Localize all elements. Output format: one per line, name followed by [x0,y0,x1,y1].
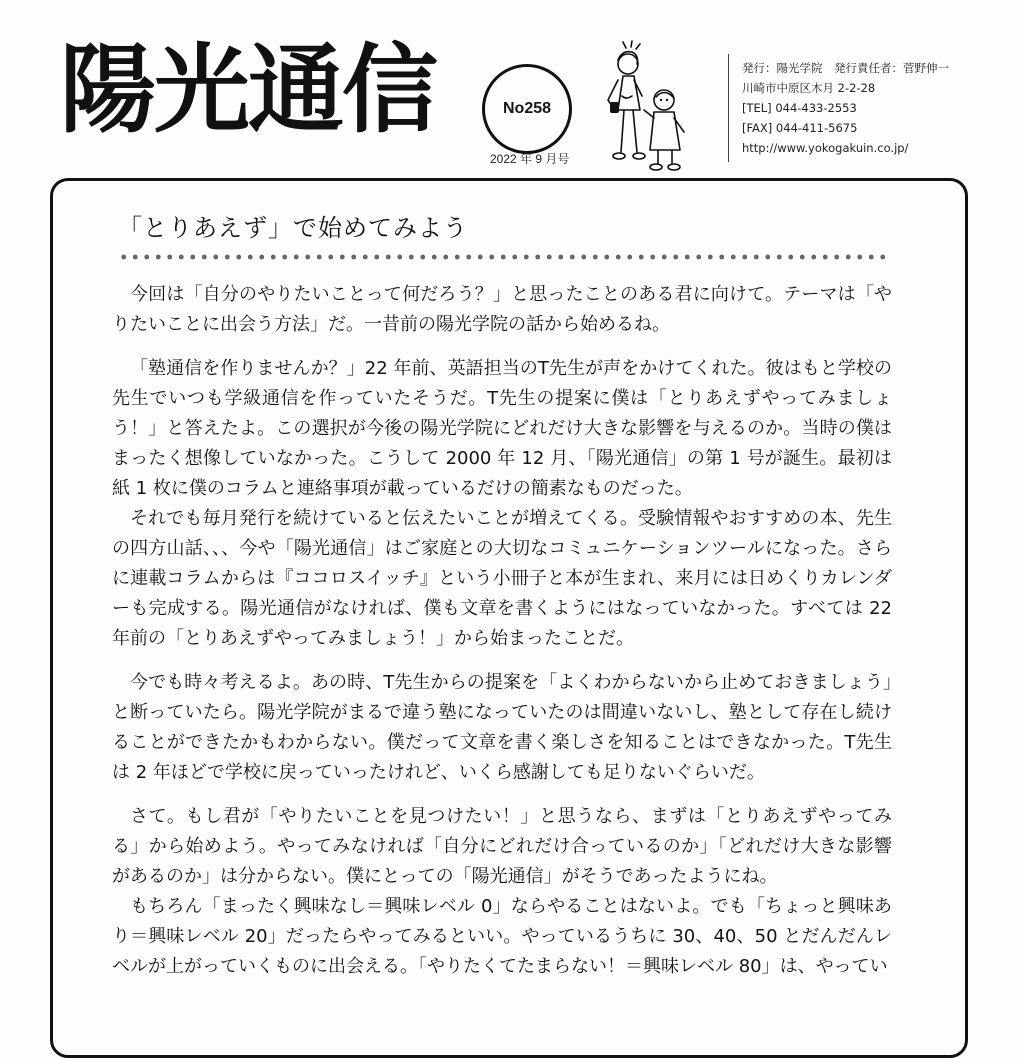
article-paragraph: もちろん「まったく興味なし＝興味レベル 0」ならやることはないよ。でも「ちょっと興味あり＝興味レベル 20」だったらやってみるといい。やっているうちに 30、40、50 とだんだんレベルが上がっていくものに出会える。「やりたくてたまらない！＝興味レベル 80」は、やってい [112,896,892,977]
issue-number-badge [482,64,572,154]
issue-number: No258 [502,100,552,117]
dotted-divider [118,252,888,262]
issue-date: 2022 年 9 月号 [490,152,570,166]
publisher-fax: [FAX] 044-411-5675 [742,121,858,135]
masthead-title: 陽光通信 [60,34,436,146]
publisher-line: 発行：陽光学院 発行責任者：菅野伸一 [742,61,949,75]
publisher-info [742,58,949,158]
publisher-website-link[interactable]: http://www.yokogakuin.co.jp/ [742,141,909,155]
article-title: 「とりあえず」で始めてみよう [118,214,468,242]
article-body [112,280,892,982]
walking-figures-illustration [596,40,706,175]
publisher-tel: [TEL] 044-433-2553 [742,101,857,115]
article-paragraph: 「塾通信を作りませんか？」22 年前、英語担当のT先生が声をかけてくれた。彼はもと学校の先生でいつも学級通信を作っていたそうだ。T先生の提案に僕は「とりあえずやってみましょう！」と答えたよ。この選択が今後の陽光学院にどれだけ大きな影響を与えるのか。当時の僕はまったく想像していなかった。こうして 2000 年 12 月、「陽光通信」の第 1 号が誕生。最初は紙 1 枚に僕のコラムと連絡事項が載っているだけの簡素なものだった。 [112,358,892,499]
publisher-address: 川崎市中原区木月 2-2-28 [742,81,876,95]
article-paragraph: 今回は「自分のやりたいことって何だろう？」と思ったことのある君に向けて。テーマは「やりたいことに出会う方法」だ。一昔前の陽光学院の話から始めるね。 [112,284,892,335]
article-paragraph: それでも毎月発行を続けていると伝えたいことが増えてくる。受験情報やおすすめの本、先生の四方山話、、、今や「陽光通信」はご家庭との大切なコミュニケーションツールになった。さらに連載コラムからは『ココロスイッチ』という小冊子と本が生まれ、来月には日めくりカレンダーも完成する。陽光通信がなければ、僕も文章を書くようにはなっていなかった。すべては 22 年前の「とりあえずやってみましょう！」から始まったことだ。 [112,508,892,649]
header-divider [728,54,729,162]
article-paragraph: さて。もし君が「やりたいことを見つけたい！」と思うなら、まずは「とりあえずやってみる」から始めよう。やってみなければ「自分にどれだけ合っているのか」「どれだけ大きな影響があるのか」は分からない。僕にとっての「陽光通信」がそうであったようにね。 [112,806,892,887]
article-paragraph: 今でも時々考えるよ。あの時、T先生からの提案を「よくわからないから止めておきましょう」と断っていたら。陽光学院がまるで違う塾になっていたのは間違いないし、塾として存在し続けることができたかもわからない。僕だって文章を書く楽しさを知ることはできなかった。T先生は 2 年ほどで学校に戻っていったけれど、いくら感謝しても足りないぐらいだ。 [112,672,892,783]
